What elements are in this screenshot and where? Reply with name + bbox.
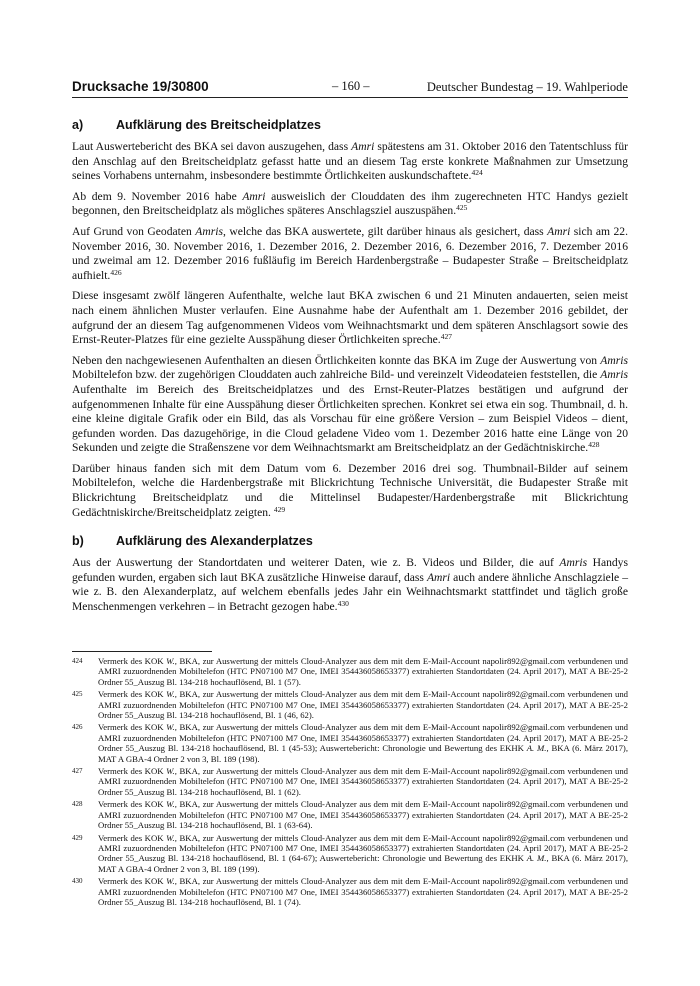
footnote-rule [72,651,212,652]
footnote [72,722,628,764]
header-rule [72,97,628,98]
document-number [72,79,209,94]
paragraph: Darüber hinaus fanden sich mit dem Datum vom 6. Dezember 2016 drei sog. Thumbnail-Bilder auf seinem Mobiltelefon, welche die Hardenbergstraße mit Blickrichtung Technische Universität, die Budapester Straße mit Blickrichtung Breitscheidplatz und die Mittelinsel Budapester/Hardenbergstraße mit Blickrichtung Gedächtniskirche/Breitscheidplatz zeigten. $^{429}$ [72,461,628,519]
footnote-number: 430 [72,877,83,886]
footnote-text: Vermerk des KOK W., BKA, zur Auswertung der mittels Cloud-Analyzer aus dem mit dem E-Mail-Account napolir892@gmail.com verbundenen und AMRI zuzuordnenden Mobiltelefon (HTC PN07100 M7 One, IMEI 354436058653377) extrahierten Standortdaten (24. April 2017), MAT A BE-25-2 Ordner 55_Auszug Bl. 134-218 hochauflösend, Bl. 1 (64-67); Auswertebericht: Chronologie und Bewertung des EKHK A. M., BKA (6. März 2017), MAT A GBA-4 Ordner 2 von 3, Bl. 189 (199). [98,832,629,874]
paragraph: Ab dem 9. November 2016 habe Amri ausweislich der Clouddaten des ihm zugerechneten HTC Handys gezielt begonnen, den Breitscheidplatz als mögliches späteres Anschlagsziel auszuspähen.$^{425}$ [72,189,628,218]
section-heading [72,118,628,132]
document-number-value: 30800 [171,79,209,94]
paragraph: Neben den nachgewiesenen Aufenthalten an diesen Örtlichkeiten konnte das BKA im Zuge der Auswertung von Amris Mobiltelefon bzw. der zugehörigen Clouddaten auch zahlreiche Bild- und vereinzelt Videodateien feststellen, die Amris Aufenthalte im Bereich des Breitscheidplatzes und des Ernst-Reuter-Platzes bestätigen und aufgrund der aufgenommenen Inhalte für eine Ausspähung dieser Örtlichkeiten sprechen. Konkret sei etwa ein sog. Thumbnail, d. h. eine kleine digitale Grafik oder ein Bild, das als Vorschau für eine größere Version – zum Beispiel Videos – dient, gefunden worden. Das dazugehörige, in die Cloud geladene Video vom 1. Dezember 2016 hatte eine Länge von 20 Sekunden und zeigte die Straßenszene vor dem Weihnachtsmarkt am Breitscheidplatz an der Gedächtniskirche.$^{428}$ [72,353,628,455]
footnote-text: Vermerk des KOK W., BKA, zur Auswertung der mittels Cloud-Analyzer aus dem mit dem E-Mail-Account napolir892@gmail.com verbundenen und AMRI zuzuordnenden Mobiltelefon (HTC PN07100 M7 One, IMEI 354436058653377) extrahierten Standortdaten (24. April 2017), MAT A BE-25-2 Ordner 55_Auszug Bl. 134-218 hochauflösend, Bl. 1 (46, 62). [98,689,629,721]
parliament-period: Deutscher Bundestag – 19. Wahlperiode [426,80,628,94]
footnote-number: 429 [72,833,83,842]
footnote-number: 427 [72,767,83,776]
paragraph: Laut Auswertebericht des BKA sei davon auszugehen, dass Amri spätestens am 31. Oktober 2016 den Tatentschluss für den Anschlag auf den Breitscheidplatz gefasst hatte und an diesem Tag erste konkrete Maßnahmen zur Umsetzung seines Vorhabens unternahm, insbesondere bestimmte Örtlichkeiten auskundschaftete.$^{424}$ [72,140,628,183]
paragraph: Aus der Auswertung der Standortdaten und weiterer Daten, wie z. B. Videos und Bilder, die auf Amris Handys gefunden wurden, ergaben sich laut BKA zusätzliche Hinweise darauf, dass Amri auch andere ähnliche Anschlagziele – wie z. B. den Alexanderplatz, auf welchem ebenfalls jedes Jahr ein Weihnachtsmarkt stattfindet und täglich große Menschenmengen verkehren – in Betracht gezogen habe.$^{430}$ [72,556,628,614]
section-number: b) [72,534,84,549]
page-header [72,79,628,95]
footnote [72,833,628,875]
footnote-number: 428 [72,800,83,809]
paragraph: Diese insgesamt zwölf längeren Aufenthalte, welche laut BKA zwischen 6 und 21 Minuten andauerten, seien meist nach einem ähnlichen Muster verlaufen. Eine Ausnahme habe der Aufenthalt am 1. Dezember 2016 gebildet, der aufgrund der an diesem Tag aufgenommenen Videos vom Weihnachtsmarkt und dem späteren Anschlagsort sowie des Ernst-Reuter-Platzes für eine gezielte Ausspähung dieser Örtlichkeiten spreche.$^{427}$ [72,289,628,347]
section-a [72,118,628,520]
footnote-text: Vermerk des KOK W., BKA, zur Auswertung der mittels Cloud-Analyzer aus dem mit dem E-Mail-Account napolir892@gmail.com verbundenen und AMRI zuzuordnenden Mobiltelefon (HTC PN07100 M7 One, IMEI 354436058653377) extrahierten Standortdaten (24. April 2017), MAT A BE-25-2 Ordner 55_Auszug Bl. 134-218 hochauflösend, Bl. 1 (74). [98,876,629,907]
footnote-number: 424 [72,657,83,665]
footnote-text: Vermerk des KOK W., BKA, zur Auswertung der mittels Cloud-Analyzer aus dem mit dem E-Mail-Account napolir892@gmail.com verbundenen und AMRI zuzuordnenden Mobiltelefon (HTC PN07100 M7 One, IMEI 354436058653377) extrahierten Standortdaten (24. April 2017), MAT A BE-25-2 Ordner 55_Auszug Bl. 134-218 hochauflösend, Bl. 1 (62). [98,766,629,797]
footnote [72,689,628,720]
document-number-prefix: Drucksache 19/ [72,79,172,94]
footnote [72,766,628,797]
footnote [72,799,628,830]
paragraph: Auf Grund von Geodaten Amris, welche das BKA auswertete, gilt darüber hinaus als gesichert, dass Amri sich am 22. November 2016, 30. November 2016, 1. Dezember 2016, 2. Dezember 2016, 6. Dezember 2016, 7. Dezember 2016 und zweimal am 12. Dezember 2016 fußläufig im Bereich Hardenbergstraße – Budapester Straße – Breitscheidplatz aufhielt.$^{426}$ [72,224,628,282]
main-content [72,118,628,621]
section-b [72,534,628,614]
section-title: Aufklärung des Alexanderplatzes [116,534,313,549]
footnote [72,656,628,687]
footnote [72,876,628,907]
section-number: a) [72,118,84,132]
footnote-number: 426 [72,723,83,732]
section-title: Aufklärung des Breitscheidplatzes [116,118,321,132]
footnote-text: Vermerk des KOK W., BKA, zur Auswertung der mittels Cloud-Analyzer aus dem mit dem E-Mail-Account napolir892@gmail.com verbundenen und AMRI zuzuordnenden Mobiltelefon (HTC PN07100 M7 One, IMEI 354436058653377) extrahierten Standortdaten (24. April 2017), MAT A BE-25-2 Ordner 55_Auszug Bl. 134-218 hochauflösend, Bl. 1 (45-53); Auswertebericht: Chronologie und Bewertung des EKHK A. M., BKA (6. März 2017), MAT A GBA-4 Ordner 2 von 3, Bl. 189 (198). [98,722,629,764]
footnote-number: 425 [72,690,83,699]
footnote-text: Vermerk des KOK W., BKA, zur Auswertung der mittels Cloud-Analyzer aus dem mit dem E-Mail-Account napolir892@gmail.com verbundenen und AMRI zuzuordnenden Mobiltelefon (HTC PN07100 M7 One, IMEI 354436058653377) extrahierten Standortdaten (24. April 2017), MAT A BE-25-2 Ordner 55_Auszug Bl. 134-218 hochauflösend, Bl. 1 (63-64). [98,799,629,831]
footnote-text: Vermerk des KOK W., BKA, zur Auswertung der mittels Cloud-Analyzer aus dem mit dem E-Mail-Account napolir892@gmail.com verbundenen und AMRI zuzuordnenden Mobiltelefon (HTC PN07100 M7 One, IMEI 354436058653377) extrahierten Standortdaten (24. April 2017), MAT A BE-25-2 Ordner 55_Auszug Bl. 134-218 hochauflösend, Bl. 1 (57). [98,656,629,687]
section-heading [72,534,628,548]
footnotes [72,656,628,909]
page-number: – 160 – [332,79,370,93]
